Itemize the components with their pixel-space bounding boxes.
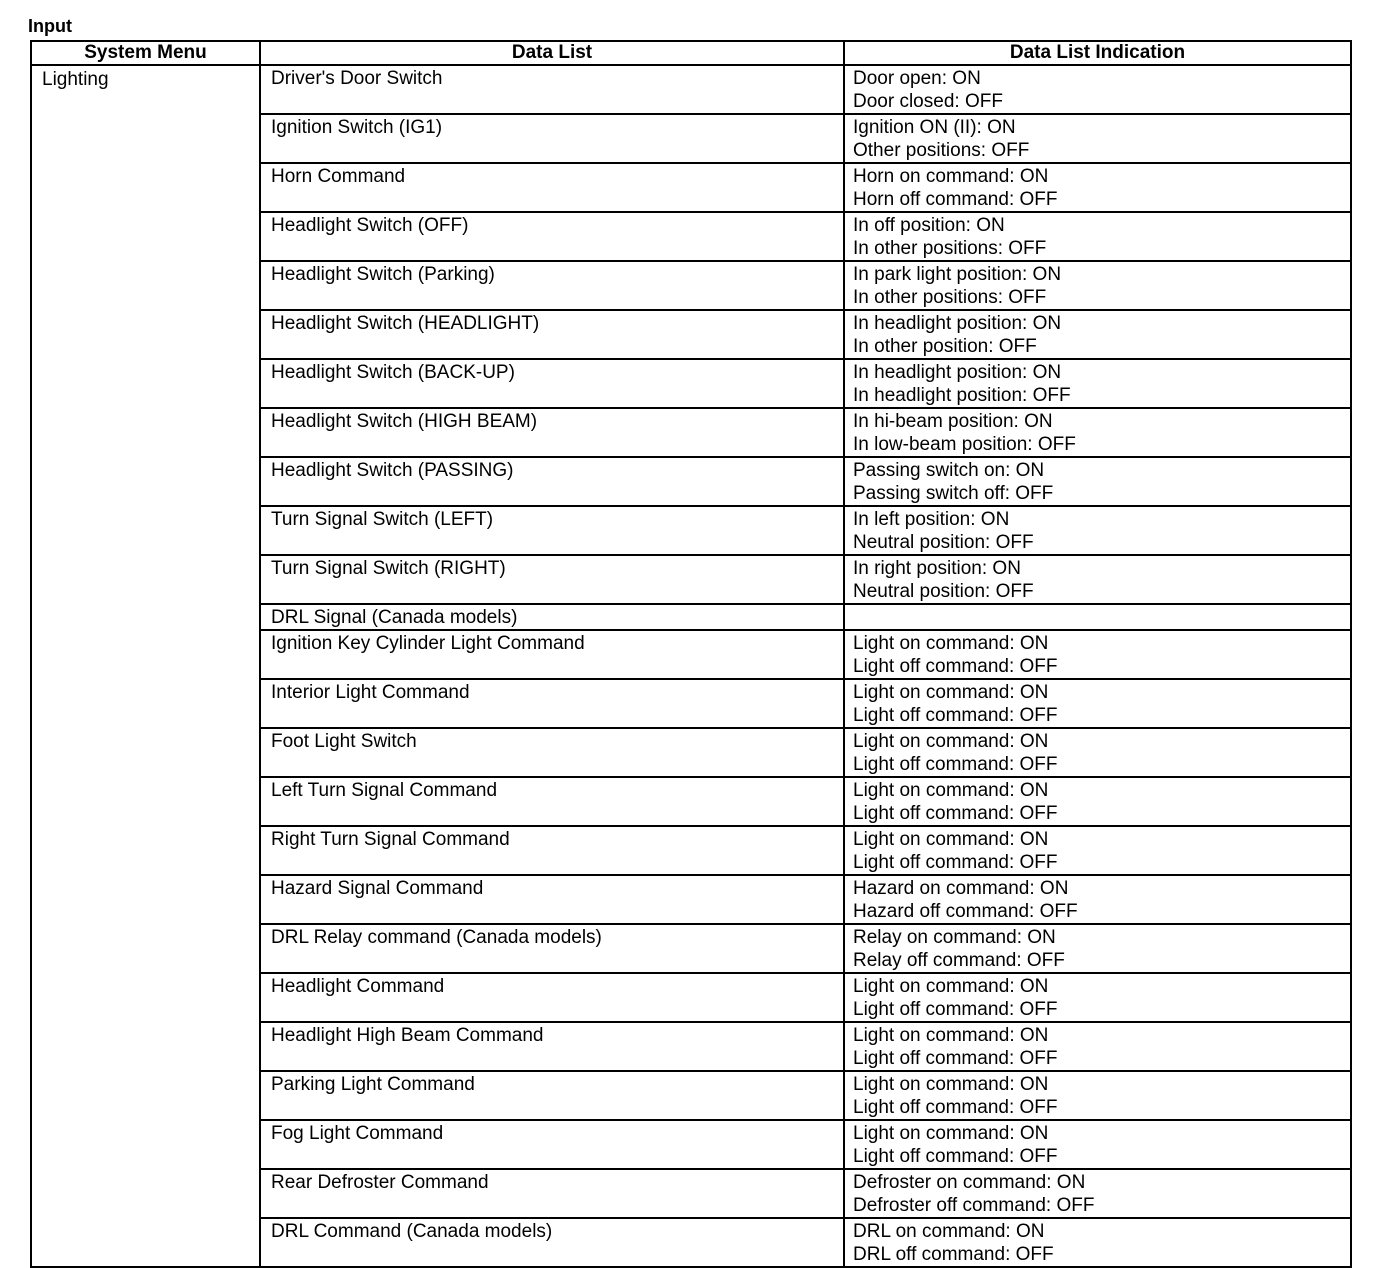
indication-cell [844, 679, 1351, 728]
indication-off: Light off command: OFF [853, 803, 1058, 824]
indication-on: Defroster on command: ON [853, 1172, 1086, 1193]
indication-off: Light off command: OFF [853, 1146, 1058, 1167]
indication-off: In headlight position: OFF [853, 385, 1071, 406]
indication-cell [844, 826, 1351, 875]
indication-off: Light off command: OFF [853, 999, 1058, 1020]
indication-cell [844, 408, 1351, 457]
data-list-item: Right Turn Signal Command [260, 826, 844, 875]
data-list-item: Horn Command [260, 163, 844, 212]
indication-cell [844, 261, 1351, 310]
data-list-item: DRL Command (Canada models) [260, 1218, 844, 1267]
indication-on: In left position: ON [853, 509, 1010, 530]
data-list-item: Interior Light Command [260, 679, 844, 728]
indication-on: Light on command: ON [853, 1123, 1049, 1144]
indication-off: DRL off command: OFF [853, 1244, 1054, 1265]
system-menu-cell: Lighting [31, 65, 260, 1267]
indication-cell [844, 555, 1351, 604]
indication-off: Light off command: OFF [853, 705, 1058, 726]
indication-on: Light on command: ON [853, 780, 1049, 801]
data-list-item: Rear Defroster Command [260, 1169, 844, 1218]
indication-cell [844, 1169, 1351, 1218]
indication-on: Light on command: ON [853, 829, 1049, 850]
data-list-item: Headlight Switch (HIGH BEAM) [260, 408, 844, 457]
indication-off: Door closed: OFF [853, 91, 1003, 112]
indication-on: Light on command: ON [853, 731, 1049, 752]
data-list-item: Hazard Signal Command [260, 875, 844, 924]
data-list-item: Turn Signal Switch (RIGHT) [260, 555, 844, 604]
data-list-item: Ignition Key Cylinder Light Command [260, 630, 844, 679]
indication-on: Light on command: ON [853, 976, 1049, 997]
data-list-item: Turn Signal Switch (LEFT) [260, 506, 844, 555]
indication-off: Hazard off command: OFF [853, 901, 1078, 922]
indication-off: Horn off command: OFF [853, 189, 1058, 210]
section-title: Input [28, 16, 72, 36]
table-header-row [31, 41, 1351, 65]
indication-cell [844, 114, 1351, 163]
indication-cell [844, 924, 1351, 973]
indication-cell [844, 1120, 1351, 1169]
indication-on: Light on command: ON [853, 633, 1049, 654]
indication-cell [844, 457, 1351, 506]
indication-on: Light on command: ON [853, 682, 1049, 703]
indication-on: Light on command: ON [853, 1025, 1049, 1046]
data-list-item: Headlight Switch (BACK-UP) [260, 359, 844, 408]
indication-cell [844, 604, 1351, 630]
indication-on: Door open: ON [853, 68, 981, 89]
indication-cell [844, 310, 1351, 359]
indication-on: In headlight position: ON [853, 362, 1062, 383]
indication-on: Passing switch on: ON [853, 460, 1045, 481]
indication-cell [844, 163, 1351, 212]
indication-on: In hi-beam position: ON [853, 411, 1053, 432]
indication-off: Light off command: OFF [853, 1097, 1058, 1118]
indication-off: Light off command: OFF [853, 1048, 1058, 1069]
indication-cell [844, 875, 1351, 924]
data-list-item: Headlight Switch (Parking) [260, 261, 844, 310]
indication-off: In other positions: OFF [853, 238, 1047, 259]
table-body [31, 65, 1351, 1267]
indication-cell [844, 359, 1351, 408]
data-list-item: DRL Signal (Canada models) [260, 604, 844, 630]
indication-cell [844, 630, 1351, 679]
indication-cell [844, 777, 1351, 826]
indication-cell [844, 506, 1351, 555]
indication-cell [844, 1071, 1351, 1120]
data-list-item: DRL Relay command (Canada models) [260, 924, 844, 973]
indication-off: Defroster off command: OFF [853, 1195, 1095, 1216]
indication-on: In headlight position: ON [853, 313, 1062, 334]
indication-on: Ignition ON (II): ON [853, 117, 1016, 138]
indication-off: Passing switch off: OFF [853, 483, 1054, 504]
header-system-menu: System Menu [31, 41, 260, 65]
indication-on: In park light position: ON [853, 264, 1062, 285]
indication-on: Hazard on command: ON [853, 878, 1069, 899]
indication-cell [844, 728, 1351, 777]
data-list-item: Left Turn Signal Command [260, 777, 844, 826]
data-list-item: Foot Light Switch [260, 728, 844, 777]
indication-on: Relay on command: ON [853, 927, 1056, 948]
indication-on: Horn on command: ON [853, 166, 1049, 187]
indication-on: DRL on command: ON [853, 1221, 1045, 1242]
header-data-list: Data List [260, 41, 844, 65]
indication-on: In right position: ON [853, 558, 1021, 579]
data-list-item: Ignition Switch (IG1) [260, 114, 844, 163]
indication-cell [844, 973, 1351, 1022]
indication-off: Relay off command: OFF [853, 950, 1065, 971]
indication-off: Light off command: OFF [853, 656, 1058, 677]
data-list-item: Headlight Switch (HEADLIGHT) [260, 310, 844, 359]
indication-off: Neutral position: OFF [853, 532, 1034, 553]
indication-off: In other position: OFF [853, 336, 1037, 357]
data-list-table [30, 40, 1352, 1268]
table-row [31, 65, 1351, 114]
indication-off: Light off command: OFF [853, 754, 1058, 775]
indication-off: Light off command: OFF [853, 852, 1058, 873]
header-indication: Data List Indication [844, 41, 1351, 65]
indication-off: Neutral position: OFF [853, 581, 1034, 602]
data-list-item: Headlight Command [260, 973, 844, 1022]
data-list-item: Headlight Switch (PASSING) [260, 457, 844, 506]
data-list-item: Fog Light Command [260, 1120, 844, 1169]
indication-cell [844, 1218, 1351, 1267]
indication-off: Other positions: OFF [853, 140, 1030, 161]
indication-cell [844, 212, 1351, 261]
indication-off: In low-beam position: OFF [853, 434, 1076, 455]
indication-cell [844, 65, 1351, 114]
indication-on: In off position: ON [853, 215, 1005, 236]
indication-cell [844, 1022, 1351, 1071]
data-list-item: Driver's Door Switch [260, 65, 844, 114]
data-list-item: Parking Light Command [260, 1071, 844, 1120]
data-list-item: Headlight High Beam Command [260, 1022, 844, 1071]
data-list-item: Headlight Switch (OFF) [260, 212, 844, 261]
indication-on: Light on command: ON [853, 1074, 1049, 1095]
indication-off: In other positions: OFF [853, 287, 1047, 308]
